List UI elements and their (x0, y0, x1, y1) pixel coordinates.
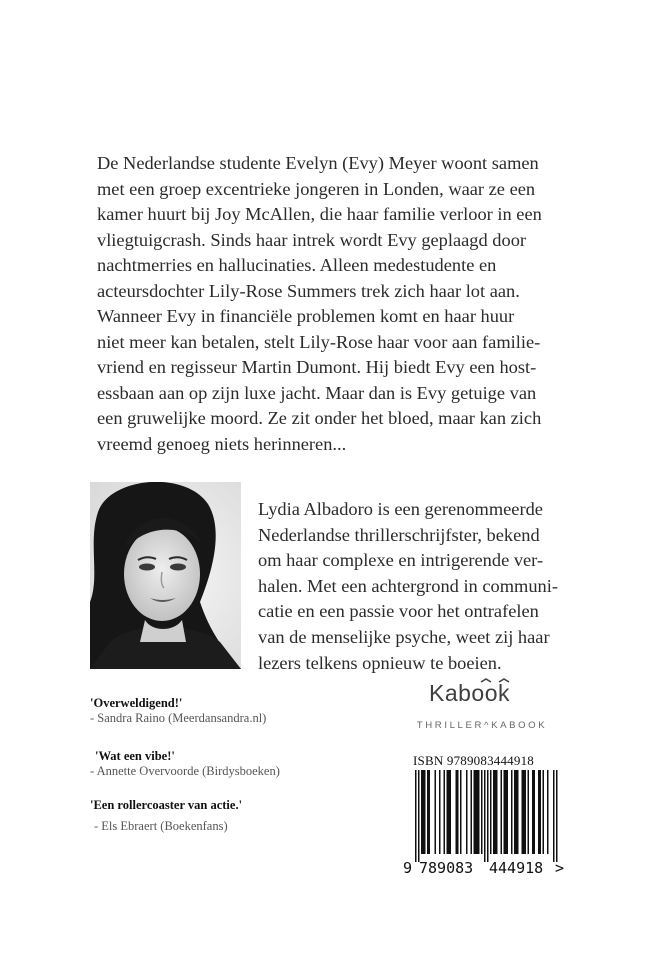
barcode-bar (507, 770, 509, 854)
barcode-bar (435, 770, 437, 854)
barcode-bar (547, 770, 549, 854)
review-source: - Annette Overvoorde (Birdysboeken) (90, 764, 280, 778)
review-quote (90, 696, 266, 726)
author-bio-line: halen. Met een achtergrond in communi- (258, 575, 558, 596)
barcode-bar (427, 770, 429, 854)
blurb-line: De Nederlandse studente Evelyn (Evy) Meyer woont samen (97, 153, 539, 173)
blurb-line: essbaan aan op zijn luxe jacht. Maar dan is Evy getuige van (97, 382, 537, 403)
barcode-bar (423, 770, 425, 854)
barcode-bar (466, 770, 468, 854)
blurb-line: vriend en regisseur Martin Dumont. Hij biedt Evy een host- (97, 357, 537, 377)
barcode-bar (439, 770, 441, 854)
barcode-bar (478, 770, 480, 854)
barcode-digit-group-1: 789083 (419, 859, 474, 877)
author-bio-line: lezers telkens opnieuw te boeien. (258, 652, 502, 673)
barcode-bar (532, 770, 534, 854)
barcode-digit-first: 9 (403, 859, 413, 877)
barcode-bar (487, 770, 489, 862)
review-source: - Sandra Raino (Meerdansandra.nl) (90, 711, 267, 725)
author-bio-line: om haar complexe en intrigerende ver- (258, 550, 544, 571)
barcode-bar (429, 770, 431, 854)
barcode-bar (528, 770, 530, 854)
isbn-label: ISBN 9789083444918 (413, 753, 534, 768)
review-text: 'Overweldigend!' (90, 696, 183, 710)
barcode-bar (421, 770, 423, 854)
barcode-bars (403, 770, 570, 862)
barcode-bar (490, 770, 492, 854)
blurb-line: niet meer kan betalen, stelt Lily-Rose haar voor aan familie- (97, 331, 541, 352)
barcode-bar (447, 770, 449, 854)
barcode-bar (556, 770, 558, 862)
barcode-bar (448, 770, 450, 854)
barcode-bar (477, 770, 479, 854)
barcode-bar (471, 770, 473, 854)
barcode-quiet-marker: > (555, 859, 565, 877)
review-text: 'Wat een vibe!' (95, 749, 175, 763)
barcode-bar (418, 770, 420, 862)
author-bio-line: catie en een passie voor het ontrafelen (258, 601, 539, 622)
barcode-bar (525, 770, 527, 854)
publisher-logo-word: Kabook (429, 680, 511, 706)
barcode-bar (457, 770, 459, 854)
barcode-bar (475, 770, 477, 854)
blurb-line: een gruwelijke moord. Ze zit onder het bloed, maar kan zich (97, 408, 542, 428)
owl-eyes-icon (477, 678, 517, 704)
publisher-logo (392, 680, 572, 740)
barcode-bar (424, 770, 426, 854)
blurb-line: met een groep excentrieke jongeren in Londen, waar ze een (97, 178, 536, 199)
barcode-bar (543, 770, 545, 854)
blurb-line: Wanneer Evy in financiële problemen komt en haar huur (97, 306, 515, 326)
barcode-bar (504, 770, 506, 854)
barcode-bar (481, 770, 483, 854)
barcode-bar (460, 770, 462, 854)
author-bio-line: van de menselijke psyche, weet zij haar (258, 626, 550, 647)
review-text: 'Een rollercoaster van actie.' (90, 798, 243, 812)
barcode-bar (450, 770, 452, 854)
barcode-bar (516, 770, 518, 854)
barcode-bar (474, 770, 476, 854)
barcode-bar (517, 770, 519, 854)
barcode-bar (511, 770, 513, 854)
author-portrait-image (90, 482, 241, 669)
blurb-line: vliegtuigcrash. Sinds haar intrek wordt Evy geplaagd door (97, 229, 527, 250)
barcode-bar (514, 770, 516, 854)
blurb-line: nachtmerries en hallucinaties. Alleen medestudente en (97, 255, 497, 275)
author-bio-line: Lydia Albadoro is een gerenommeerde (258, 499, 543, 519)
barcode-bar (456, 770, 458, 854)
blurb-line: acteursdochter Lily-Rose Summers trek zich haar lot aan. (97, 280, 520, 301)
author-photo (90, 482, 241, 669)
author-bio-line: Nederlandse thrillerschrijfster, bekend (258, 524, 540, 545)
back-cover-blurb (97, 151, 577, 457)
barcode-bar (505, 770, 507, 854)
review-quote (90, 749, 280, 779)
barcode-bar (522, 770, 524, 854)
review-quote (90, 798, 242, 834)
blurb-line: vreemd genoeg niets herinneren... (97, 433, 347, 454)
barcode-bar (484, 770, 486, 862)
isbn-barcode (403, 746, 570, 884)
review-source: - Els Ebraert (Boekenfans) (94, 819, 228, 833)
barcode-bar (553, 770, 555, 862)
barcode-bar (496, 770, 498, 854)
barcode-bar (493, 770, 495, 854)
barcode-bar (495, 770, 497, 854)
barcode-bar (540, 770, 542, 854)
barcode-bar (415, 770, 417, 862)
barcode-bar (538, 770, 540, 854)
barcode-bar (523, 770, 525, 854)
barcode-bar (444, 770, 446, 854)
blurb-line: kamer huurt bij Joy McAllen, die haar familie verloor in een (97, 204, 542, 224)
publisher-tagline: THRILLER^KABOOK (416, 720, 548, 731)
barcode-bar (534, 770, 536, 854)
author-bio (258, 497, 588, 676)
barcode-bar (501, 770, 503, 854)
barcode-digit-group-2: 444918 (489, 859, 544, 877)
